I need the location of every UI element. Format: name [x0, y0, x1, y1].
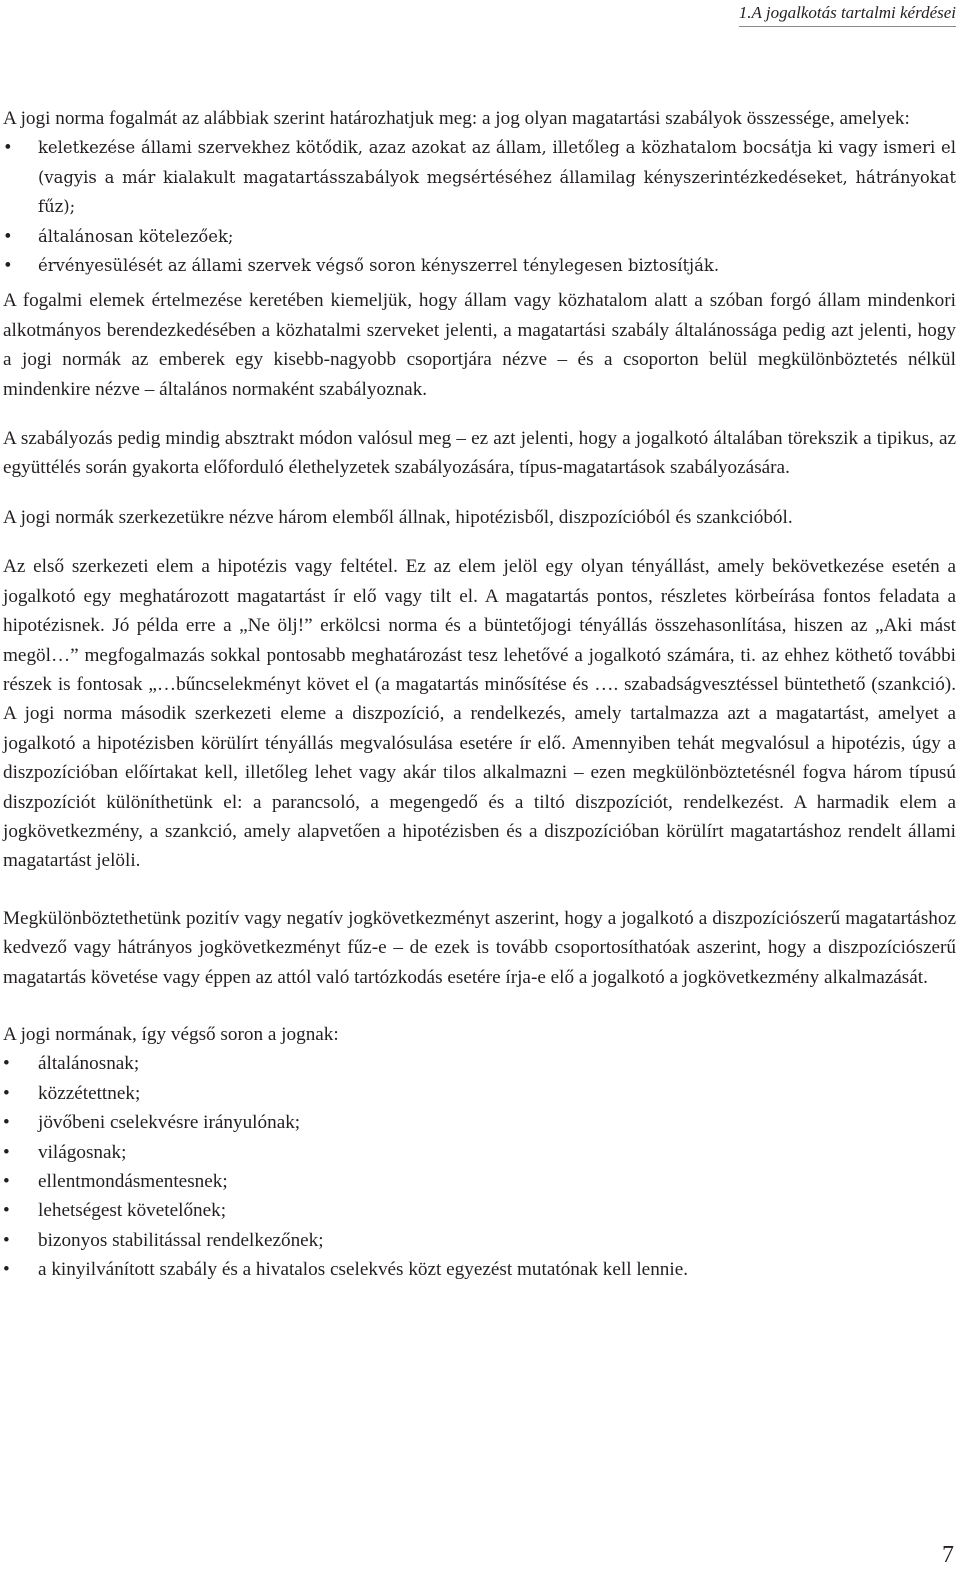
running-header: 1.A jogalkotás tartalmi kérdései — [739, 3, 956, 27]
bullet-icon: • — [3, 1200, 10, 1222]
list-item: • ellentmondásmentesnek; — [3, 1167, 956, 1196]
bullet-icon: • — [3, 1229, 10, 1251]
list-item: • jövőbeni cselekvésre irányulónak; — [3, 1108, 956, 1137]
list-item: • általánosan kötelezőek; — [3, 222, 956, 251]
closing-paragraph: A jogi normának, így végső soron a jognak: — [3, 1023, 339, 1045]
page-number: 7 — [942, 1542, 954, 1568]
bullet-icon: • — [3, 1112, 10, 1134]
page-body — [3, 104, 956, 1305]
paragraph-consequences: Megkülönböztethetünk pozitív vagy negatív jogkövetkezményt aszerint, hogy a jogalkotó a diszpozíciószerű magatartáshoz kedvező vagy hátrányos jogkövetkezményt fűz-e – de ezek is tovább csoportosíthatóak aszerint, hogy a diszpozíciószerű magatartás követése vagy éppen az attól való tartózkodás esetére írja-e elő a jogalkotó a jogkövetkezmény alkalmazását. — [3, 907, 956, 988]
intro-paragraph: A jogi norma fogalmát az alábbiak szerint határozhatjuk meg: a jog olyan magatartási szabályok összessége, amelyek: — [3, 108, 910, 129]
bullet-icon: • — [3, 226, 13, 246]
list-item: • lehetségest követelőnek; — [3, 1196, 956, 1225]
list-item: • világosnak; — [3, 1138, 956, 1167]
bullet-icon: • — [3, 1082, 10, 1104]
bullet-icon: • — [3, 256, 13, 276]
requirements-list — [3, 1049, 956, 1284]
paragraph-elements: Az első szerkezeti elem a hipotézis vagy feltétel. Ez az elem jelöl egy olyan tényállást, amely bekövetkezése esetén a jogalkotó egy meghatározott magatartást ír elő vagy tilt el. A magatartás pontos, részletes körbeírása fontos feladata a hipotézisnek. Jó példa erre a „Ne ölj!” erkölcsi norma és a büntetőjogi tényállás összehasonlítása, hiszen az „Aki mást megöl…” megfogalmazás sokkal pontosabb meghatározást tesz lehetővé a jogalkotó számára, ti. az ehhez köthető további részek is fontosak „…bűncselekményt követ el (a magatartás minősítése és …. szabadságvesztéssel büntethető (szankció). A jogi norma második szerkezeti eleme a diszpozíció, a rendelkezés, amely tartalmazza azt a magatartást, amelyet a jogalkotó a hipotézisben körülírt tényállás megvalósulása esetére ír elő. Amennyiben tehát megvalósul a hipotézis, úgy a diszpozícióban előírtakat kell, illetőleg lehet vagy akár tilos alkalmazni – ezen megkülönböztetésnél fogva három típusú diszpozíciót különíthetünk el: a parancsoló, a megengedő és a tiltó diszpozíciót, rendelkezést. A harmadik elem a jogkövetkezmény, a szankció, amely alapvetően a hipotézisben és a diszpozícióban körülírt magatartáshoz rendelt állami magatartást jelöli. — [3, 556, 956, 872]
list-item: • bizonyos stabilitással rendelkezőnek; — [3, 1226, 956, 1255]
list-item: • közzétettnek; — [3, 1079, 956, 1108]
list-item: • a kinyilvánított szabály és a hivatalos cselekvés közt egyezést mutatónak kell lennie. — [3, 1255, 956, 1284]
paragraph-concepts: A fogalmi elemek értelmezése keretében kiemeljük, hogy állam vagy közhatalom alatt a szóban forgó állam mindenkori alkotmányos berendezkedésében a közhatalmi szerveket jelenti, a magatartási szabály általánossága pedig azt jelenti, hogy a jogi normák az emberek egy kisebb-nagyobb csoportjára nézve – és a csoporton belül megkülönböztetés nélkül mindenkire nézve – általános normaként szabályoznak. — [3, 290, 956, 400]
bullet-icon: • — [3, 1259, 10, 1281]
bullet-icon: • — [3, 1141, 10, 1163]
list-item: • keletkezése állami szervekhez kötődik, azaz azokat az állam, illetőleg a közhatalom bocsátja ki vagy ismeri el (vagyis a már kialakult magatartásszabályok megsértéséhez államilag kényszerintézkedéseket, hátrányokat fűz); — [3, 133, 956, 221]
list-item: • általánosnak; — [3, 1049, 956, 1078]
bullet-icon: • — [3, 138, 13, 158]
list-item: • érvényesülését az állami szervek végső soron kényszerrel ténylegesen biztosítják. — [3, 251, 956, 280]
paragraph-abstraction: A szabályozás pedig mindig absztrakt módon valósul meg – ez azt jelenti, hogy a jogalkotó általában törekszik a tipikus, az együttélés során gyakorta előforduló élethelyzetek szabályozására, típus-magatartások szabályozására. — [3, 428, 956, 479]
definition-list — [3, 133, 956, 280]
paragraph-structure: A jogi normák szerkezetükre nézve három elemből állnak, hipotézisből, diszpozícióból és szankcióból. — [3, 506, 793, 528]
bullet-icon: • — [3, 1171, 10, 1192]
bullet-icon: • — [3, 1053, 10, 1075]
